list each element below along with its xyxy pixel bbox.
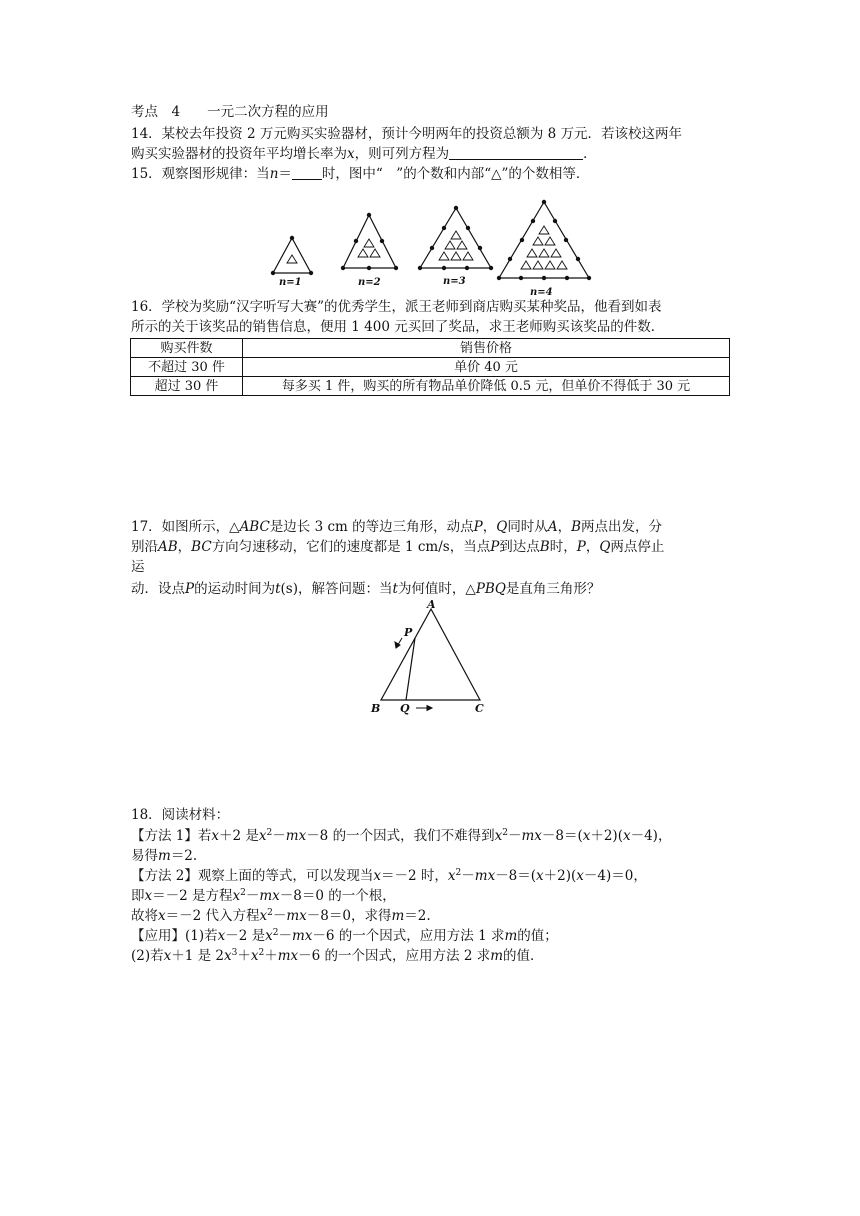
q18-method-1: 【方法 1】若x＋2 是$x^2-mx-8$ 的一个因式，我们不难得到$x^2-mx-8=(x+2)(x-4)$， <box>131 828 672 844</box>
vertex-label-b: B <box>371 702 381 715</box>
section-label: 考点 4 一元二次方程的应用 <box>131 104 329 120</box>
table-header-cell: 购买件数 <box>131 339 243 358</box>
q18-title: 18．阅读材料： <box>131 807 230 823</box>
q16-line-1: 16．学校为奖励“汉字听写大赛”的优秀学生，派王老师到商店购买某种奖品，他看到如表 <box>131 299 662 315</box>
answer-blank-q14[interactable] <box>449 147 583 160</box>
vertex-label-a: A <box>427 598 436 611</box>
table-header-cell: 销售价格 <box>243 339 730 358</box>
table-cell: 每多买 1 件，购买的所有物品单价降低 0.5 元，但单价不得低于 30 元 <box>243 377 730 396</box>
table-header-row <box>131 339 730 358</box>
answer-blank-q15[interactable] <box>292 167 322 180</box>
q14-line-2: 购买实验器材的投资年平均增长率为x，则可列方程为 ． <box>131 146 597 162</box>
point-label-p: P <box>404 626 413 639</box>
sales-info-table <box>130 338 730 396</box>
q17-line-2: 别沿AB，BC方向匀速移动，它们的速度都是 1 cm/s，当点P到达点B时，P，Q两点停止 <box>131 539 665 555</box>
section-heading <box>131 103 329 121</box>
q18-method-2-result: 故将x＝－2 代入方程$x^2-mx-8=0$，求得m＝2. <box>131 908 431 924</box>
table-row <box>131 358 730 377</box>
triangle-pattern-figure <box>260 195 600 300</box>
figure-label-n1: n=1 <box>279 277 302 288</box>
q18-application-2: (2)若x＋1 是 $2x^3+x^2+mx-6$ 的一个因式，应用方法 2 求m的值． <box>131 948 544 964</box>
q14-line-1: 14．某校去年投资 2 万元购买实验器材，预计今明两年的投资总额为 8 万元．若该校这两年 <box>131 126 683 142</box>
q18-method-1-result: 易得m＝2. <box>131 848 198 864</box>
q17-line-1: 17．如图所示，△ABC是边长 3 cm 的等边三角形，动点P，Q同时从A，B两点出发，分 <box>131 519 662 535</box>
table-cell: 超过 30 件 <box>131 377 243 396</box>
figure-label-n4: n=4 <box>530 287 553 298</box>
q16-line-2: 所示的关于该奖品的销售信息，便用 1 400 元买回了奖品，求王老师购买该奖品的件数． <box>131 319 665 335</box>
q18-application-1: 【应用】(1)若x－2 是$x^2-mx-6$ 的一个因式，应用方法 1 求m的值； <box>131 928 558 944</box>
q15-line: 15．观察图形规律：当n＝ 时，图中“ ”的个数和内部“△”的个数相等． <box>131 166 590 182</box>
vertex-label-c: C <box>475 702 484 715</box>
table-row <box>131 377 730 396</box>
table-cell: 单价 40 元 <box>243 358 730 377</box>
triangle-abc-figure <box>365 596 495 716</box>
q18-method-2: 【方法 2】观察上面的等式，可以发现当x＝－2 时，$x^2-mx-8=(x+2)(x-4)=0$， <box>131 868 647 884</box>
q17-line-3: 运 <box>131 559 145 575</box>
q17-line-4: 动．设点P的运动时间为t(s)，解答问题：当t为何值时，△PBQ是直角三角形？ <box>131 581 601 597</box>
q18-method-2-root: 即x＝－2 是方程$x^2-mx-8=0$ 的一个根， <box>131 888 396 904</box>
figure-label-n3: n=3 <box>443 276 466 287</box>
point-label-q: Q <box>400 702 410 715</box>
table-cell: 不超过 30 件 <box>131 358 243 377</box>
figure-label-n2: n=2 <box>358 277 381 288</box>
